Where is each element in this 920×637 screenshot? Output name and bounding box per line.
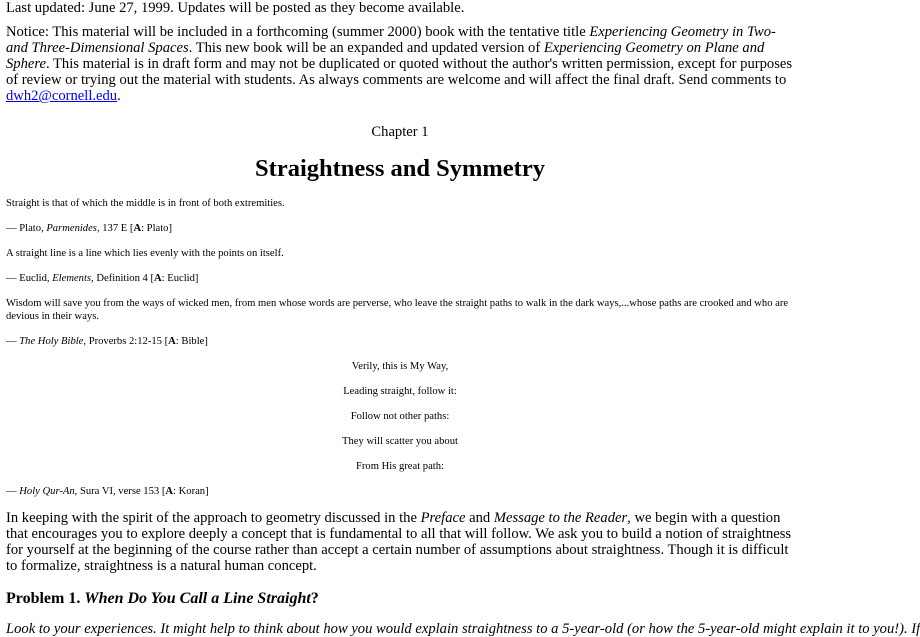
- annotation-tail: : Plato]: [141, 223, 172, 234]
- chapter-label: Chapter 1: [371, 124, 429, 140]
- attribution-prefix: —: [6, 336, 20, 347]
- annotation-tag: A: [133, 223, 142, 234]
- chapter-title: Straightness and Symmetry: [255, 155, 545, 182]
- notice-paragraph: [6, 24, 794, 104]
- attribution-ref: 137 E [: [99, 223, 134, 234]
- quran-poem: [6, 360, 794, 473]
- quote-text: A straight line is a line which lies evenly with the points on itself.: [6, 248, 284, 259]
- message-ref: Message to the Reader: [493, 510, 628, 526]
- problem-text: Look to your experiences. It might help to think about how you would explain straightness to a 5-year-old (or how the 5-year-old might explain it to you!). If: [6, 621, 920, 637]
- problem-heading: [6, 589, 794, 609]
- attribution-ref: , Definition 4 [: [91, 273, 155, 284]
- annotation-tag: A: [154, 273, 162, 284]
- notice-text-1: Notice: This material will be included in a forthcoming (summer 2000) book with the tentative title: [6, 24, 590, 40]
- poem-line: From His great path:: [356, 461, 444, 472]
- work-title: Holy Qur-An: [19, 486, 75, 497]
- quote-attribution: [6, 222, 794, 235]
- attribution-prefix: — Plato,: [6, 223, 47, 234]
- poem-line: Follow not other paths:: [350, 411, 450, 422]
- preface-ref: Preface: [420, 510, 466, 526]
- attribution-ref: , Proverbs 2:12-15 [: [83, 336, 169, 347]
- intro-text-1: In keeping with the spirit of the approach to geometry discussed in the: [6, 510, 421, 526]
- quote-attribution: [6, 485, 794, 498]
- attribution-prefix: —: [6, 486, 20, 497]
- email-link[interactable]: dwh2@cornell.edu: [6, 88, 118, 104]
- annotation-tail: : Bible]: [175, 336, 208, 347]
- annotation-tail: : Koran]: [173, 486, 209, 497]
- poem-line: Verily, this is My Way,: [351, 361, 449, 372]
- book-title-1: Experiencing Geometry in Two- and Three-Dimensional Spaces: [6, 24, 776, 56]
- problem-title: When Do You Call a Line Straight: [84, 590, 311, 607]
- quote-attribution: [6, 272, 794, 285]
- notice-text-4: .: [117, 88, 121, 104]
- intro-text-3: , we begin with a question that encourages you to explore deeply a concept that is fundamental to all that will follow. We ask you to build a notion of straightness for yourself at the beginning of the course rather than accept a certain number of assumptions about straightness. Though it is difficult to formalize, straightness is a natural human concept.: [6, 510, 792, 574]
- poem-line: They will scatter you about: [342, 436, 458, 447]
- work-title: Parmenides,: [46, 223, 100, 234]
- problem-label: Problem 1.: [6, 590, 85, 607]
- quote-text: Straight is that of which the middle is in front of both extremities.: [6, 198, 285, 209]
- intro-paragraph: [6, 510, 794, 574]
- quote-text: Wisdom will save you from the ways of wicked men, from men whose words are perverse, who leave the straight paths to walk in the dark ways,...whose paths are crooked and who are devious in their ways.: [6, 298, 789, 322]
- notice-text-2: . This new book will be an expanded and updated version of: [188, 40, 544, 56]
- quote-attribution: [6, 335, 794, 348]
- attribution-prefix: — Euclid,: [6, 273, 53, 284]
- work-title: Elements: [52, 273, 92, 284]
- annotation-tag: A: [165, 486, 174, 497]
- annotation-tag: A: [168, 336, 176, 347]
- notice-text-3: . This material is in draft form and may not be duplicated or quoted without the author's written permission, except for purposes of review or trying out the material with students. As always comments are welcome and will affect the final draft. Send comments to: [6, 56, 793, 88]
- problem-question-mark: ?: [310, 590, 319, 607]
- annotation-tail: : Euclid]: [161, 273, 199, 284]
- book-title-2: Experiencing Geometry on Plane and Sphere: [6, 40, 765, 72]
- last-updated: Last updated: June 27, 1999. Updates will be posted as they become available.: [6, 0, 465, 16]
- intro-text-2: and: [465, 510, 494, 526]
- attribution-ref: , Sura VI, verse 153 [: [74, 486, 166, 497]
- poem-line: Leading straight, follow it:: [343, 386, 457, 397]
- work-title: The Holy Bible: [19, 336, 84, 347]
